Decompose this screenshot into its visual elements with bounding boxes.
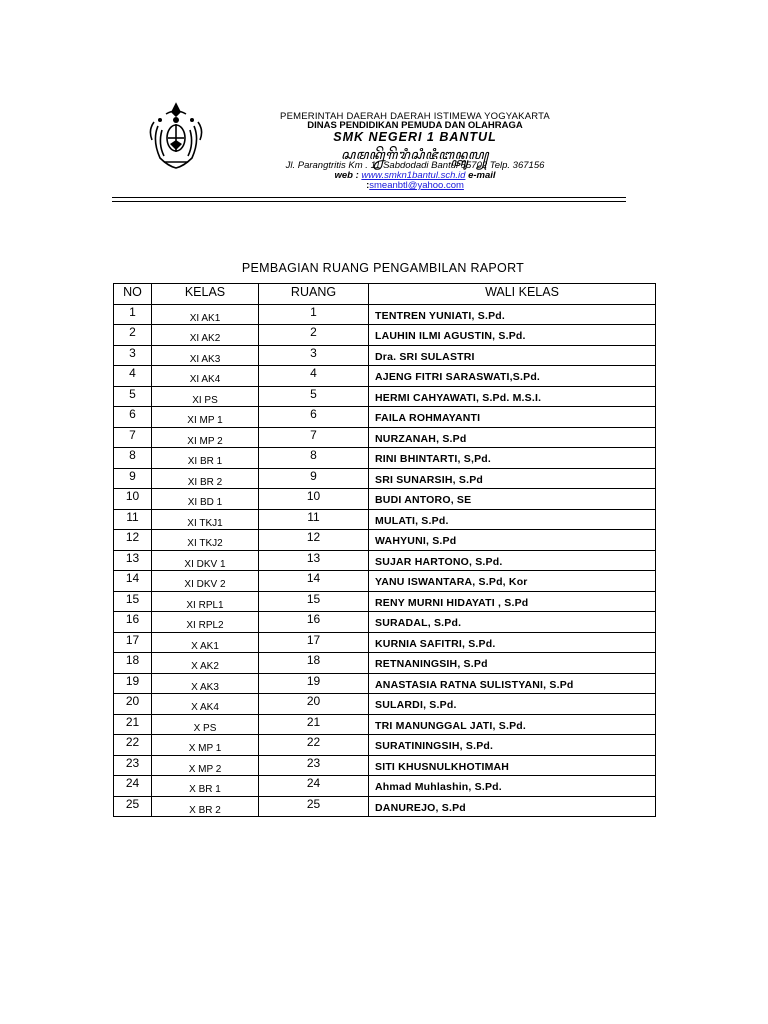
cell-kelas: XI PS xyxy=(152,386,259,407)
table-row xyxy=(114,448,656,469)
cell-kelas: X MP 1 xyxy=(152,735,259,756)
table-row xyxy=(114,407,656,428)
cell-no: 20 xyxy=(114,694,152,715)
cell-wali: SURATININGSIH, S.Pd. xyxy=(369,735,656,756)
cell-no: 3 xyxy=(114,345,152,366)
cell-ruang: 10 xyxy=(259,489,369,510)
cell-ruang: 19 xyxy=(259,673,369,694)
cell-kelas: X BR 2 xyxy=(152,796,259,817)
table-row xyxy=(114,714,656,735)
cell-wali: BUDI ANTORO, SE xyxy=(369,489,656,510)
website-link[interactable]: www.smkn1bantul.sch.id xyxy=(361,170,466,181)
cell-wali: SUJAR HARTONO, S.Pd. xyxy=(369,550,656,571)
cell-kelas: X AK1 xyxy=(152,632,259,653)
table-row xyxy=(114,673,656,694)
table-row xyxy=(114,345,656,366)
table-row xyxy=(114,632,656,653)
cell-kelas: XI AK4 xyxy=(152,366,259,387)
cell-no: 11 xyxy=(114,509,152,530)
cell-ruang: 5 xyxy=(259,386,369,407)
cell-wali: YANU ISWANTARA, S.Pd, Kor xyxy=(369,571,656,592)
cell-no: 5 xyxy=(114,386,152,407)
cell-wali: RINI BHINTARTI, S,Pd. xyxy=(369,448,656,469)
cell-wali: SRI SUNARSIH, S.Pd xyxy=(369,468,656,489)
cell-no: 13 xyxy=(114,550,152,571)
cell-ruang: 1 xyxy=(259,304,369,325)
cell-ruang: 21 xyxy=(259,714,369,735)
cell-wali: TRI MANUNGGAL JATI, S.Pd. xyxy=(369,714,656,735)
cell-ruang: 23 xyxy=(259,755,369,776)
table-row xyxy=(114,755,656,776)
table-row xyxy=(114,796,656,817)
government-emblem-icon xyxy=(144,100,208,172)
table-row xyxy=(114,304,656,325)
cell-kelas: XI BD 1 xyxy=(152,489,259,510)
table-row xyxy=(114,694,656,715)
letterhead-government: PEMERINTAH DAERAH DAERAH ISTIMEWA YOGYAKARTA xyxy=(280,111,550,122)
cell-no: 6 xyxy=(114,407,152,428)
cell-no: 10 xyxy=(114,489,152,510)
cell-ruang: 7 xyxy=(259,427,369,448)
cell-kelas: XI BR 1 xyxy=(152,448,259,469)
cell-no: 4 xyxy=(114,366,152,387)
cell-no: 14 xyxy=(114,571,152,592)
header-ruang: RUANG xyxy=(259,284,369,305)
cell-wali: Dra. SRI SULASTRI xyxy=(369,345,656,366)
cell-kelas: XI MP 1 xyxy=(152,407,259,428)
cell-kelas: X AK4 xyxy=(152,694,259,715)
table-row xyxy=(114,489,656,510)
cell-ruang: 18 xyxy=(259,653,369,674)
table-row xyxy=(114,653,656,674)
cell-ruang: 25 xyxy=(259,796,369,817)
table-row xyxy=(114,735,656,756)
cell-wali: KURNIA SAFITRI, S.Pd. xyxy=(369,632,656,653)
email-label: e-mail xyxy=(468,170,496,181)
cell-ruang: 17 xyxy=(259,632,369,653)
letterhead-javanese-script: ꦱꦩꦏ꧀ꦤꦼꦒꦼꦫꦶꦱꦶꦗꦶꦧꦤ꧀ꦠꦸꦭ꧀ xyxy=(341,147,489,162)
cell-kelas: XI AK3 xyxy=(152,345,259,366)
letterhead-department: DINAS PENDIDIKAN PEMUDA DAN OLAHRAGA xyxy=(307,120,523,131)
table-row xyxy=(114,776,656,797)
cell-wali: HERMI CAHYAWATI, S.Pd. M.S.I. xyxy=(369,386,656,407)
cell-no: 9 xyxy=(114,468,152,489)
cell-ruang: 6 xyxy=(259,407,369,428)
table-row xyxy=(114,366,656,387)
cell-ruang: 8 xyxy=(259,448,369,469)
cell-wali: LAUHIN ILMI AGUSTIN, S.Pd. xyxy=(369,325,656,346)
cell-kelas: X PS xyxy=(152,714,259,735)
cell-no: 22 xyxy=(114,735,152,756)
table-row xyxy=(114,550,656,571)
cell-no: 19 xyxy=(114,673,152,694)
cell-ruang: 12 xyxy=(259,530,369,551)
cell-wali: MULATI, S.Pd. xyxy=(369,509,656,530)
cell-ruang: 16 xyxy=(259,612,369,633)
table-header-row xyxy=(114,284,656,305)
room-allocation-table xyxy=(113,283,656,817)
cell-no: 24 xyxy=(114,776,152,797)
cell-kelas: XI DKV 2 xyxy=(152,571,259,592)
cell-ruang: 24 xyxy=(259,776,369,797)
cell-wali: Ahmad Muhlashin, S.Pd. xyxy=(369,776,656,797)
table-row xyxy=(114,571,656,592)
cell-no: 16 xyxy=(114,612,152,633)
cell-wali: SITI KHUSNULKHOTIMAH xyxy=(369,755,656,776)
cell-wali: TENTREN YUNIATI, S.Pd. xyxy=(369,304,656,325)
cell-no: 1 xyxy=(114,304,152,325)
cell-kelas: XI RPL1 xyxy=(152,591,259,612)
cell-no: 2 xyxy=(114,325,152,346)
cell-ruang: 4 xyxy=(259,366,369,387)
cell-wali: AJENG FITRI SARASWATI,S.Pd. xyxy=(369,366,656,387)
cell-kelas: XI TKJ1 xyxy=(152,509,259,530)
cell-wali: NURZANAH, S.Pd xyxy=(369,427,656,448)
cell-no: 21 xyxy=(114,714,152,735)
cell-wali: RENY MURNI HIDAYATI , S.Pd xyxy=(369,591,656,612)
cell-no: 8 xyxy=(114,448,152,469)
cell-kelas: X AK3 xyxy=(152,673,259,694)
letterhead-rule-top xyxy=(112,197,626,198)
letterhead-rule-bottom xyxy=(112,201,626,202)
cell-wali: SULARDI, S.Pd. xyxy=(369,694,656,715)
email-prefix: : xyxy=(366,180,370,191)
cell-kelas: XI BR 2 xyxy=(152,468,259,489)
cell-kelas: X AK2 xyxy=(152,653,259,674)
cell-wali: WAHYUNI, S.Pd xyxy=(369,530,656,551)
cell-ruang: 3 xyxy=(259,345,369,366)
table-row xyxy=(114,509,656,530)
cell-kelas: XI TKJ2 xyxy=(152,530,259,551)
letterhead-email-line xyxy=(230,180,600,191)
letterhead-address: Jl. Parangtritis Km . 11 Sabdodadi Bantul 55702 Telp. 367156 xyxy=(285,160,545,171)
cell-kelas: XI RPL2 xyxy=(152,612,259,633)
cell-kelas: X BR 1 xyxy=(152,776,259,797)
cell-ruang: 14 xyxy=(259,571,369,592)
cell-no: 7 xyxy=(114,427,152,448)
table-row xyxy=(114,468,656,489)
cell-ruang: 15 xyxy=(259,591,369,612)
cell-ruang: 9 xyxy=(259,468,369,489)
email-link[interactable]: smeanbtl@yahoo.com xyxy=(369,180,464,191)
cell-no: 23 xyxy=(114,755,152,776)
cell-kelas: XI AK1 xyxy=(152,304,259,325)
cell-wali: SURADAL, S.Pd. xyxy=(369,612,656,633)
header-kelas: KELAS xyxy=(152,284,259,305)
cell-ruang: 22 xyxy=(259,735,369,756)
cell-wali: DANUREJO, S.Pd xyxy=(369,796,656,817)
table-row xyxy=(114,386,656,407)
cell-wali: RETNANINGSIH, S.Pd xyxy=(369,653,656,674)
cell-ruang: 13 xyxy=(259,550,369,571)
cell-ruang: 11 xyxy=(259,509,369,530)
header-no: NO xyxy=(114,284,152,305)
cell-kelas: XI MP 2 xyxy=(152,427,259,448)
table-row xyxy=(114,591,656,612)
letterhead-school-name: SMK NEGERI 1 BANTUL xyxy=(333,130,497,144)
cell-kelas: XI DKV 1 xyxy=(152,550,259,571)
cell-no: 15 xyxy=(114,591,152,612)
cell-ruang: 2 xyxy=(259,325,369,346)
table-row xyxy=(114,427,656,448)
cell-kelas: XI AK2 xyxy=(152,325,259,346)
cell-kelas: X MP 2 xyxy=(152,755,259,776)
header-wali-kelas: WALI KELAS xyxy=(369,284,656,305)
web-label: web : xyxy=(334,170,359,181)
table-row xyxy=(114,325,656,346)
cell-no: 18 xyxy=(114,653,152,674)
table-row xyxy=(114,612,656,633)
document-title: PEMBAGIAN RUANG PENGAMBILAN RAPORT xyxy=(241,261,525,275)
cell-wali: ANASTASIA RATNA SULISTYANI, S.Pd xyxy=(369,673,656,694)
cell-wali: FAILA ROHMAYANTI xyxy=(369,407,656,428)
cell-no: 25 xyxy=(114,796,152,817)
table-body xyxy=(114,304,656,817)
cell-ruang: 20 xyxy=(259,694,369,715)
table-row xyxy=(114,530,656,551)
cell-no: 17 xyxy=(114,632,152,653)
cell-no: 12 xyxy=(114,530,152,551)
